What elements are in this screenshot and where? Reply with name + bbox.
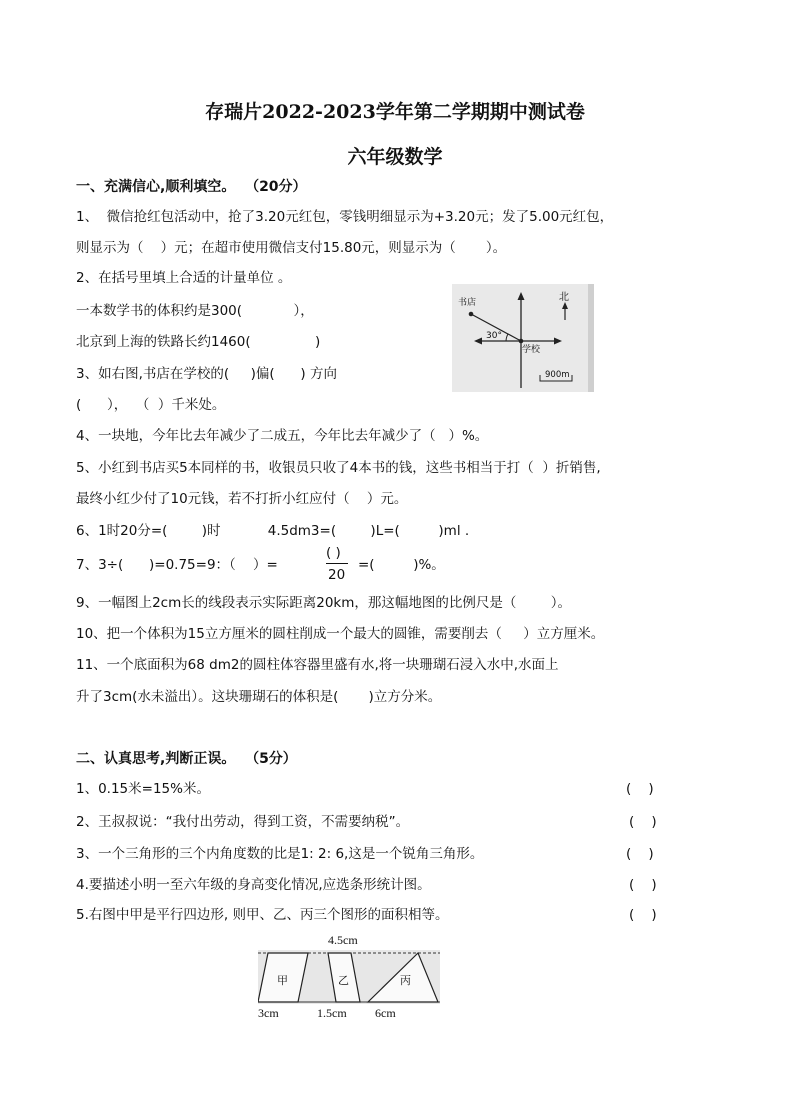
map-north-label: 北 [559, 292, 569, 303]
shape-bing-base: 6cm [375, 1006, 396, 1020]
shapes-top-label: 4.5cm [328, 933, 358, 947]
q11-line1: 11、一个底面积为68 dm2的圆柱体容器里盛有水,将一块珊瑚石浸入水中,水面上 [76, 657, 559, 673]
map-angle-label: 30° [486, 331, 502, 341]
q3-line2: ( ）， （ ）千米处。 [76, 397, 226, 413]
q7-right: =( )%。 [358, 557, 445, 573]
map-bookstore-label: 书店 [458, 298, 477, 308]
answer-blank-3[interactable]: ( ) [626, 846, 654, 862]
q2-line3: 北京到上海的铁路长约1460( ) [76, 334, 321, 350]
judge-item-4: 4.要描述小明一至六年级的身高变化情况,应选条形统计图。 [76, 877, 431, 893]
exam-title: 存瑞片2022-2023学年第二学期期中测试卷 [205, 101, 585, 123]
q4-line: 4、一块地，今年比去年减少了二成五，今年比去年减少了（ ）%。 [76, 428, 489, 444]
map-school-label: 学校 [522, 345, 541, 355]
q7-denominator: 20 [328, 567, 346, 583]
exam-subtitle: 六年级数学 [347, 146, 443, 168]
judge-item-2: 2、王叔叔说：“我付出劳动，得到工资，不需要纳税”。 [76, 814, 410, 830]
q5-line2: 最终小红少付了10元钱，若不打折小红应付（ ）元。 [76, 491, 408, 507]
q7-numerator: ( ) [326, 545, 341, 561]
map-scale-label: 900m [545, 370, 570, 380]
answer-blank-4[interactable]: ( ) [629, 877, 657, 893]
section2-heading: 二、认真思考,判断正误。 （5分） [76, 751, 297, 767]
shape-yi-base: 1.5cm [317, 1006, 347, 1020]
q1-line1: 1、 微信抢红包活动中，抢了3.20元红包，零钱明细显示为+3.20元；发了5.00元红包， [76, 209, 614, 225]
q3-line1: 3、如右图,书店在学校的( )偏( ) 方向 [76, 366, 337, 382]
shape-bing-label: 丙 [400, 974, 411, 987]
judge-item-3: 3、一个三角形的三个内角度数的比是1: 2: 6,这是一个锐角三角形。 [76, 846, 484, 862]
shape-jia-label: 甲 [277, 974, 288, 987]
q7-fraction-bar [326, 563, 348, 564]
answer-blank-2[interactable]: ( ) [629, 814, 657, 830]
q9-line: 9、一幅图上2cm长的线段表示实际距离20km，那这幅地图的比例尺是（ ）。 [76, 595, 571, 611]
q6-line: 6、1时20分=( )时 4.5dm3=( )L=( )ml . [76, 523, 470, 539]
q11-line2: 升了3cm(水未溢出）。这块珊瑚石的体积是( )立方分米。 [76, 689, 442, 705]
q1-line2: 则显示为（ ）元；在超市使用微信支付15.80元，则显示为（ ）。 [76, 240, 507, 256]
shape-jia-base: 3cm [258, 1006, 279, 1020]
section1-heading: 一、充满信心,顺利填空。 （20分） [76, 179, 307, 195]
q2-line1: 2、在括号里填上合适的计量单位 。 [76, 270, 292, 286]
q10-line: 10、把一个体积为15立方厘米的圆柱削成一个最大的圆锥，需要削去（ ）立方厘米。 [76, 626, 605, 642]
q2-line2: 一本数学书的体积约是300( ）， [76, 303, 314, 319]
shape-yi-label: 乙 [338, 974, 349, 987]
judge-item-5: 5.右图中甲是平行四边形, 则甲、乙、丙三个图形的面积相等。 [76, 907, 449, 923]
answer-blank-1[interactable]: ( ) [626, 781, 654, 797]
q7-left: 7、3÷( )=0.75=9：（ ）= [76, 557, 278, 573]
judge-item-1: 1、0.15米=15%米。 [76, 781, 210, 797]
answer-blank-5[interactable]: ( ) [629, 907, 657, 923]
q5-line1: 5、小红到书店买5本同样的书，收银员只收了4本书的钱，这些书相当于打（ ）折销售, [76, 460, 601, 476]
